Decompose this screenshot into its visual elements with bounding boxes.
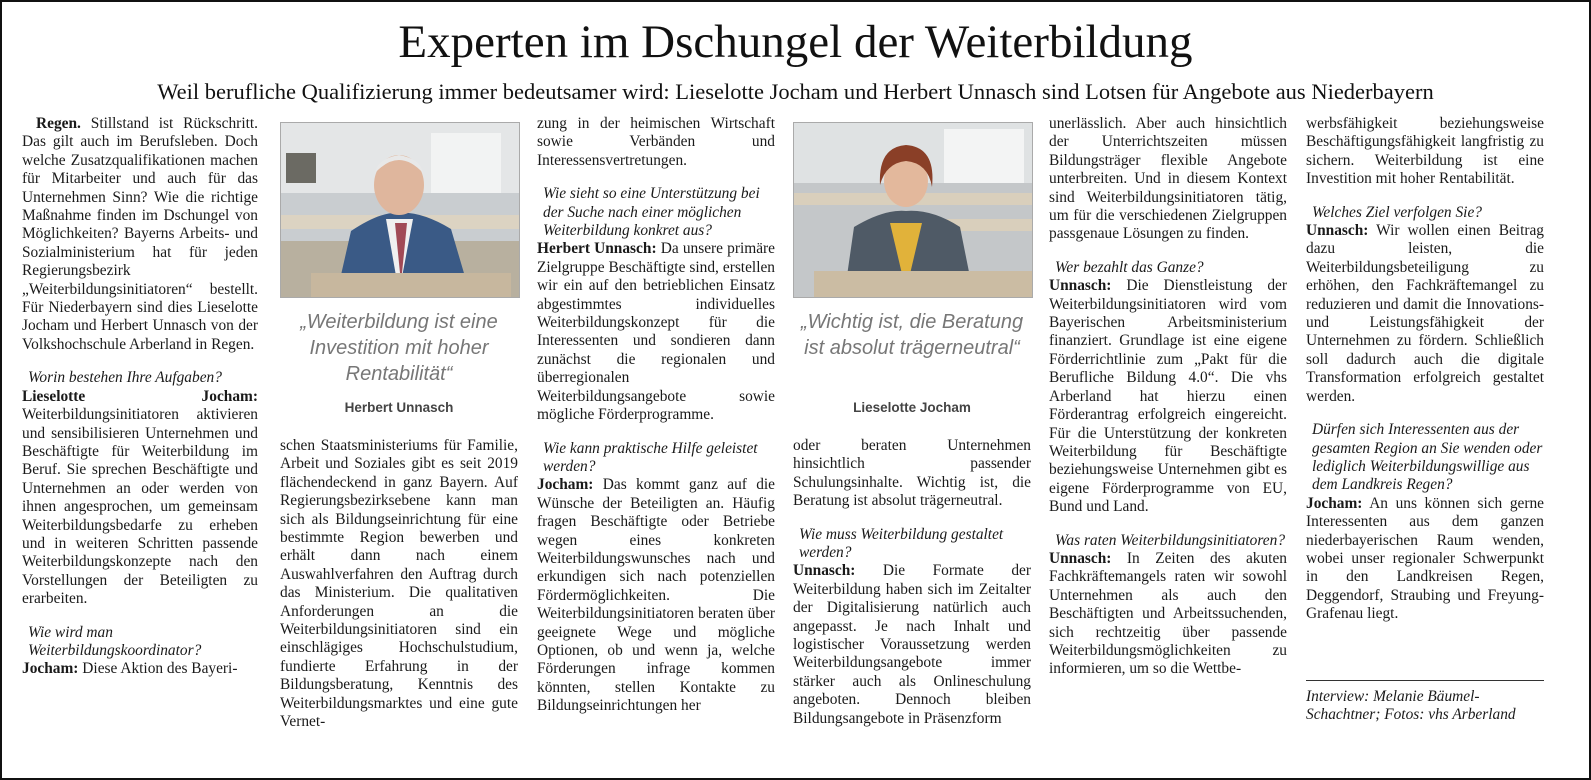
photo-lieselotte-jocham	[793, 122, 1033, 298]
body-text: unerlässlich. Aber auch hinsichtlich der Unterrichtszeiten müssen Bildungsträger flexible Angebote unterbreiten. Und in diesem Kontext sind Weiterbildungsinitiatoren tätig, um für die verschiedenen Zielgruppen passgenaue Lösungen zu finden.	[1049, 115, 1287, 243]
answer-text: Da unsere primäre Zielgruppe Beschäftigte sind, erstellen wir ein auf den betrieblichen Einsatz abgestimmtes individuelles Weiterbildungskonzept für die Interessenten und sondieren dann zunächst die regionalen und überregionalen Weiterbildungsangebote sowie mögliche Förderprogramme.	[537, 240, 775, 424]
column-3	[537, 115, 775, 716]
answer-text: Die Dienstleistung der Weiterbildungsinitiatoren wird vom Bayerischen Arbeitsministerium finanziert. Grundlage ist eine eigene Förderrichtlinie zum „Pakt für die Berufliche Bildung 4.0“. Die vhs Arberland hat hierzu einen Förderantrag erfolgreich eingereicht. Für die Unterstützung der konkreten Weiterbildung für Beschäftigte beziehungsweise Unternehmen gibt es eigene Förderprogramme von EU, Bund und Land.	[1049, 277, 1287, 516]
subheadline: Weil berufliche Qualifizierung immer bedeutsamer wird: Lieselotte Jocham und Herbert Unnasch sind Lotsen für Angebote aus Niederbayern	[157, 79, 1434, 104]
speaker-label: Herbert Unnasch:	[537, 240, 657, 258]
headline: Experten im Dschungel der Weiterbildung	[398, 16, 1193, 68]
column-6	[1306, 115, 1544, 624]
byline-divider	[1306, 680, 1544, 681]
question: Wie wird man Weiterbildungskoordinator?	[28, 623, 202, 659]
portrait-illustration	[794, 123, 1032, 297]
column-1	[22, 115, 258, 679]
answer-text: In Zeiten des akuten Fachkräftemangels raten wir sowohl Unternehmen als auch den Beschäftigten und Arbeitssuchenden, sich rechtzeitig über passende Weiterbildungsmöglichkeiten zu informieren, um so die Wettbe-	[1049, 549, 1287, 678]
question: Wie muss Weiterbildung gestaltet werden?	[799, 525, 1004, 562]
speaker-label: Jocham:	[22, 660, 79, 678]
speaker-label: Unnasch:	[793, 562, 856, 580]
pull-quote: „Weiterbildung ist eine Investition mit hoher Rentabilität“	[300, 311, 498, 385]
answer-text: Wir wollen einen Beitrag dazu leisten, die Weiterbildungsbeteiligung zu erhöhen, den Fachkräftemangel zu reduzieren und damit die Innovations- und Leistungsfähigkeit der Unternehmen zu fördern. Schließlich soll dadurch auch die digitale Transformation erfolgreich gestaltet werden.	[1306, 222, 1545, 405]
intro-text: Stillstand ist Rückschritt. Das gilt auch im Berufsleben. Doch welche Zusatzqualifikationen machen für Mitarbeiter und auch für das Unternehmen Sinn? Wie die richtige Maßnahme finden im Dschungel von Möglichkeiten? Bayerns Arbeits- und Sozialministerium hat für jeden Regierungsbezirk „Weiterbildungsinitiatoren“ bestellt. Für Niederbayern sind dies Lieselotte Jocham und Herbert Unnasch von der Volkshochschule Arberland in Regen.	[22, 115, 258, 353]
speaker-label: Unnasch:	[1049, 549, 1112, 567]
column-4	[793, 437, 1031, 728]
photo-herbert-unnasch	[280, 122, 520, 298]
question: Wie sieht so eine Unterstützung bei der Suche nach einer möglichen Weiterbildung konkret aus?	[543, 185, 760, 240]
quote-credit: Herbert Unnasch	[344, 400, 454, 415]
answer-text: Die Formate der Weiterbildung haben sich im Zeitalter der Digitalisierung natürlich auch angepasst. Je nach Inhalt und logistischer Voraussetzung werden Weiterbildungsangebote immer stärker auch als Onlineschulung angeboten. Dennoch bleiben Bildungsangebote in Präsenzform	[793, 562, 1031, 727]
speaker-label: Jocham:	[1306, 494, 1363, 512]
column-2	[280, 437, 518, 732]
question: Worin bestehen Ihre Aufgaben?	[28, 369, 222, 387]
body-text: zung in der heimischen Wirtschaft sowie Verbänden und Interessensvertretungen.	[537, 115, 775, 169]
column-5	[1049, 115, 1287, 679]
answer-text: Diese Aktion des Bayeri-	[82, 660, 238, 678]
speaker-label: Jocham:	[537, 476, 594, 494]
portrait-illustration	[281, 123, 519, 297]
question: Wie kann praktische Hilfe geleistet werden?	[543, 439, 758, 475]
answer-text: Weiterbildungsinitiatoren aktivieren und sensibilisieren Unternehmen und Beschäftigte für Weiterbildung im Beruf. Sie sprechen Beschäftigte und Unternehmen an oder werden von ihnen angesprochen, um gemeinsam Weiterbildungsbedarfe zu erheben und in weiteren Schritten passende Weiterbildungskonzepte nach den Vorstellungen der Beteiligten zu erarbeiten.	[22, 406, 258, 608]
dateline: Regen.	[36, 115, 81, 132]
body-text: oder beraten Unternehmen hinsichtlich passender Schulungsinhalte. Wichtig ist, die Beratung ist absolut trägerneutral.	[793, 437, 1031, 510]
byline: Interview: Melanie Bäumel-Schachtner; Fotos: vhs Arberland	[1306, 688, 1516, 724]
speaker-label: Unnasch:	[1049, 277, 1112, 295]
pull-quote: „Wichtig ist, die Beratung ist absolut trägerneutral“	[800, 311, 1024, 359]
body-text: schen Staatsministeriums für Familie, Arbeit und Soziales gibt es seit 2019 flächendeckend in ganz Bayern. Auf Regierungsbezirksebene kann man sich als Bildungseinrichtung für eine bestimmte Region bewerben und erhält dann nach einem Auswahlverfahren den Auftrag durch das Ministerium. Die qualitativen Anforderungen an die Weiterbildungsinitiatoren sind ein einschlägiges Hochschulstudium, fundierte Erfahrung in der Bildungsberatung, Kenntnis des Weiterbildungsmarktes und eine gute Vernet-	[280, 437, 518, 731]
question: Was raten Weiterbildungsinitiatoren?	[1055, 531, 1286, 549]
question: Dürfen sich Interessenten aus der gesamten Region an Sie wenden oder lediglich Weiterbildungswillige aus dem Landkreis Regen?	[1312, 421, 1543, 494]
question: Wer bezahlt das Ganze?	[1055, 258, 1204, 276]
question: Welches Ziel verfolgen Sie?	[1312, 203, 1482, 221]
answer-text: Das kommt ganz auf die Wünsche der Beteiligten an. Häufig fragen Beschäftigte oder Betriebe wegen eines konkreten Weiterbildungswunsches nach und erkundigen sich nach potenziellen Fördermöglichkeiten. Die Weiterbildungsinitiatoren beraten über geeignete Wege und mögliche Optionen, ob und wenn ja, welche Förderungen infrage kommen könnten, stellen Kontakte zu Bildungseinrichtungen her	[537, 476, 775, 715]
quote-credit: Lieselotte Jocham	[853, 400, 971, 415]
body-text: werbsfähigkeit beziehungsweise Beschäftigungsfähigkeit langfristig zu sichern. Weiterbildung ist eine Investition mit hoher Rentabilität.	[1306, 115, 1544, 188]
speaker-label: Lieselotte Jocham:	[22, 387, 258, 405]
speaker-label: Unnasch:	[1306, 222, 1369, 240]
answer-text: An uns können sich gerne Interessenten aus dem ganzen niederbayerischen Raum wenden, wobei unser regionaler Schwerpunkt in den Landkreisen Regen, Deggendorf, Straubing und Freyung-Grafenau liegt.	[1306, 494, 1545, 623]
